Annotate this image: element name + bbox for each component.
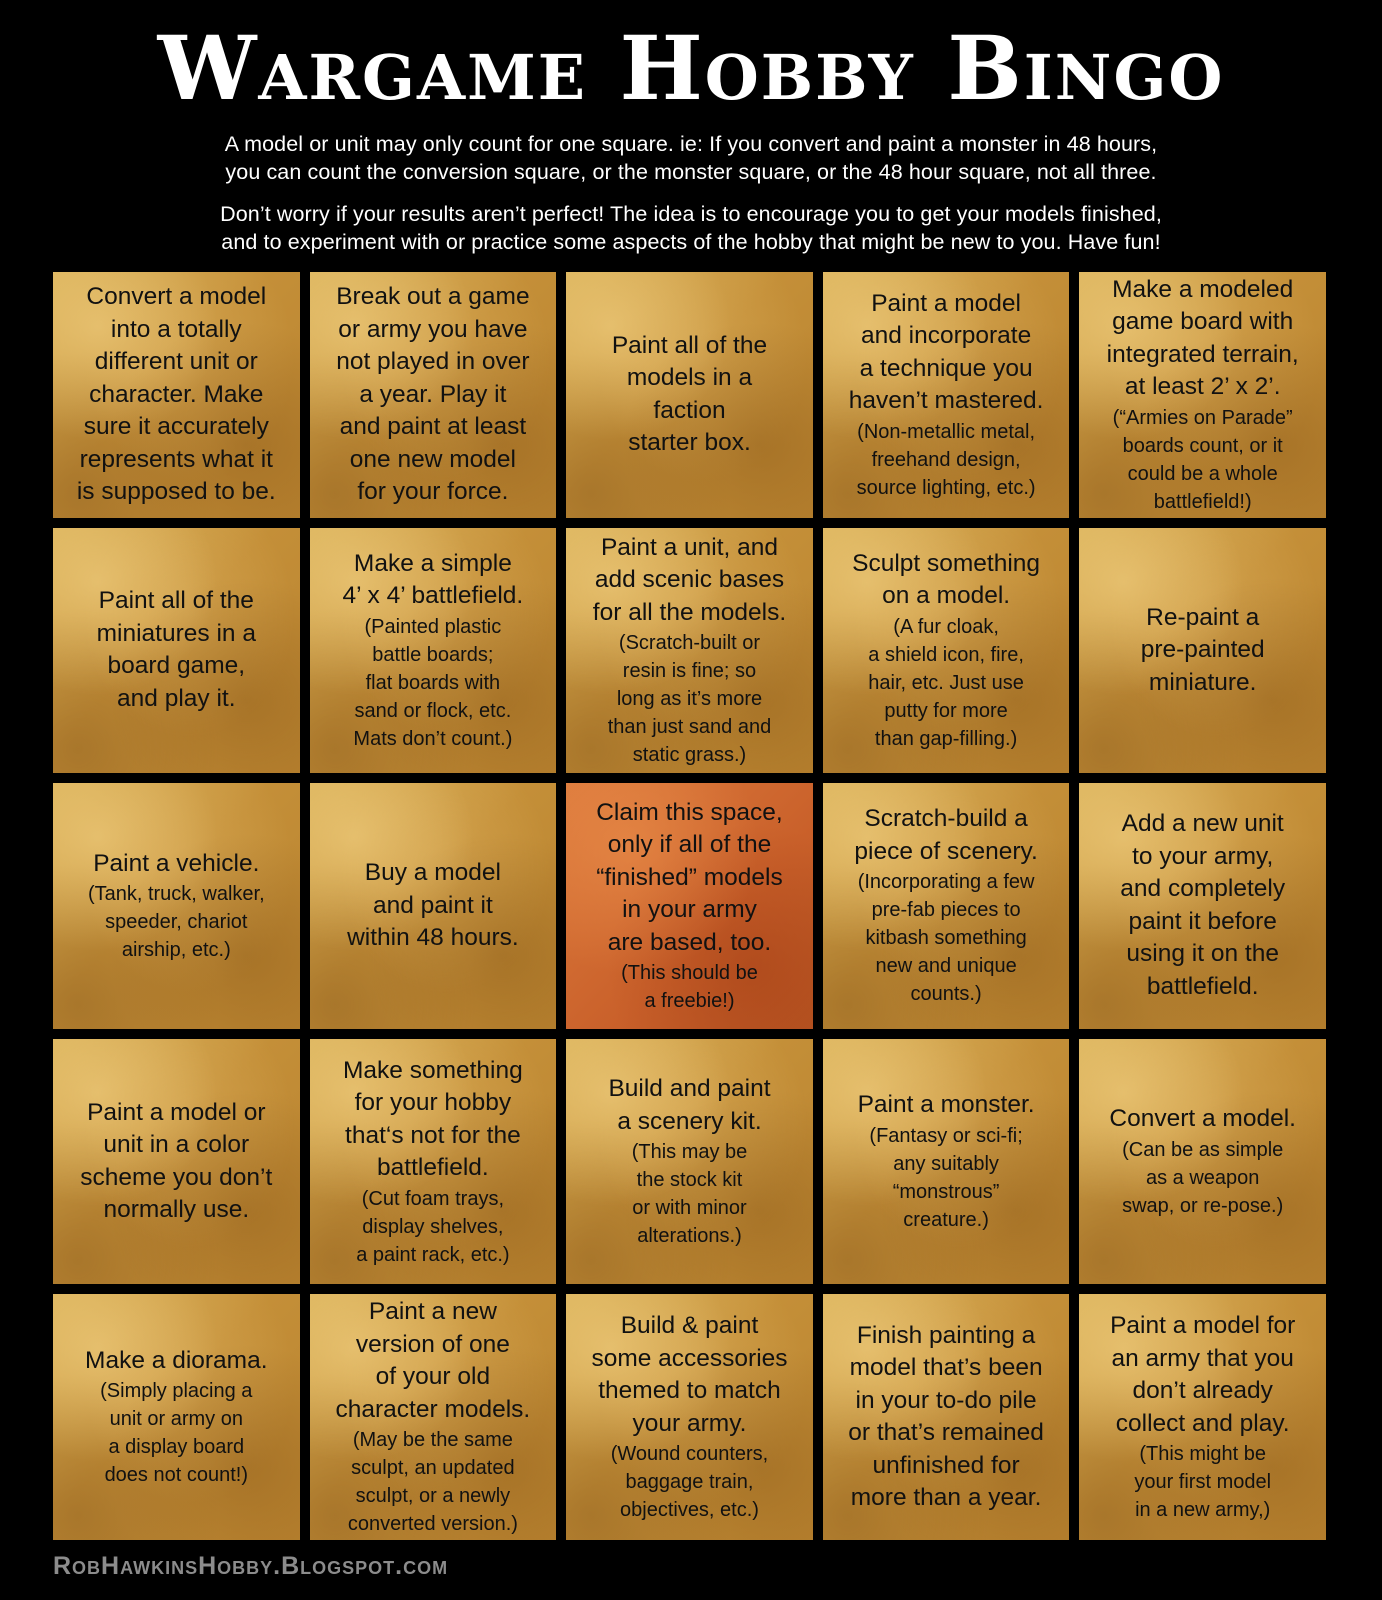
square-task: Break out a game or army you have not played in over a year. Play it and paint at least one new model for your force.: [336, 283, 530, 506]
square-task: Make a diorama.: [85, 1346, 268, 1374]
bingo-square[interactable]: [566, 1039, 813, 1285]
rules-line: you can count the conversion square, or the monster square, or the 48 hour square, not all three.: [225, 160, 1157, 184]
square-note: (Can be as simple as a weapon swap, or re-pose.): [1122, 1138, 1284, 1217]
bingo-square[interactable]: [566, 528, 813, 774]
square-note: (This should be a freebie!): [621, 962, 758, 1013]
square-task: Make a simple 4’ x 4’ battlefield.: [342, 549, 524, 610]
blog-url[interactable]: RobHawkinsHobby.Blogspot.com: [53, 1552, 449, 1580]
square-task: Finish painting a model that’s been in your to-do pile or that’s remained unfinished for more than a year.: [848, 1321, 1044, 1512]
square-note: (Incorporating a few pre-fab pieces to kitbash something new and unique counts.): [857, 871, 1035, 1006]
square-task: Paint a model and incorporate a technique you haven’t mastered.: [848, 289, 1044, 415]
square-note: (This may be the stock kit or with minor alterations.): [631, 1141, 748, 1248]
square-task: Convert a model into a totally different unit or character. Make sure it accurately represents what it is supposed to be.: [76, 283, 276, 506]
square-note: (Scratch-built or resin is fine; so long as it’s more than just sand and static grass.): [607, 632, 772, 767]
bingo-square[interactable]: [310, 1294, 557, 1540]
encouragement-paragraph: [0, 200, 1382, 256]
bingo-grid: [53, 272, 1326, 1540]
square-note: (Non-metallic metal, freehand design, source lighting, etc.): [856, 420, 1036, 499]
bingo-square[interactable]: [823, 272, 1070, 518]
square-task: Paint a unit, and add scenic bases for all the models.: [592, 533, 787, 626]
square-note: (This might be your first model in a new army,): [1134, 1443, 1272, 1522]
bingo-square[interactable]: [823, 783, 1070, 1029]
bingo-square[interactable]: [53, 1039, 300, 1285]
bingo-square[interactable]: [310, 272, 557, 518]
square-task: Paint a new version of one of your old character models.: [335, 1298, 531, 1423]
square-note: (May be the same sculpt, an updated sculpt, or a newly converted version.): [347, 1429, 518, 1536]
square-note: (Tank, truck, walker, speeder, chariot airship, etc.): [87, 883, 265, 962]
square-task: Build and paint a scenery kit.: [608, 1075, 771, 1135]
bingo-square[interactable]: [310, 1039, 557, 1285]
square-note: (Simply placing a unit or army on a display board does not count!): [100, 1380, 253, 1487]
square-task: Paint a model or unit in a color scheme you don’t normally use.: [80, 1098, 273, 1224]
square-task: Claim this space, only if all of the “finished” models in your army are based, too.: [596, 798, 783, 956]
bingo-square[interactable]: [823, 1039, 1070, 1285]
page-title: Wargame Hobby Bingo: [157, 16, 1225, 120]
bingo-square[interactable]: [823, 1294, 1070, 1540]
square-task: Build & paint some accessories themed to match your army.: [591, 1312, 788, 1437]
bingo-square-free[interactable]: [566, 783, 813, 1029]
rules-paragraph: [0, 130, 1382, 186]
bingo-square[interactable]: [310, 783, 557, 1029]
square-task: Convert a model.: [1109, 1105, 1296, 1133]
square-task: Re-paint a pre-painted miniature.: [1140, 603, 1265, 696]
square-note: (Wound counters, baggage train, objectives, etc.): [610, 1443, 769, 1522]
bingo-square[interactable]: [53, 272, 300, 518]
square-note: (Fantasy or sci-fi; any suitably “monstrous” creature.): [869, 1124, 1023, 1231]
bingo-square[interactable]: [310, 528, 557, 774]
square-note: (Painted plastic battle boards; flat boards with sand or flock, etc. Mats don’t count.): [353, 615, 513, 750]
square-task: Add a new unit to your army, and completely paint it before using it on the battlefield.: [1120, 810, 1286, 1000]
bingo-square[interactable]: [53, 783, 300, 1029]
square-task: Paint all of the miniatures in a board game, and play it.: [96, 587, 256, 712]
square-note: (Cut foam trays, display shelves, a paint rack, etc.): [356, 1187, 510, 1266]
square-task: Paint a vehicle.: [93, 849, 260, 877]
bingo-square[interactable]: [1079, 1294, 1326, 1540]
bingo-square[interactable]: [823, 528, 1070, 774]
square-note: (A fur cloak, a shield icon, fire, hair, etc. Just use putty for more than gap-filling.): [868, 615, 1024, 750]
square-task: Scratch-build a piece of scenery.: [854, 805, 1038, 865]
bingo-square[interactable]: [1079, 783, 1326, 1029]
bingo-square[interactable]: [1079, 528, 1326, 774]
bingo-square[interactable]: [53, 1294, 300, 1540]
bingo-square[interactable]: [566, 1294, 813, 1540]
square-task: Paint a monster.: [857, 1091, 1035, 1119]
rules-line: A model or unit may only count for one square. ie: If you convert and paint a monster in 48 hours,: [224, 132, 1158, 156]
square-task: Make something for your hobby that‘s not for the battlefield.: [343, 1056, 523, 1182]
bingo-square[interactable]: [566, 272, 813, 518]
encouragement-line: Don’t worry if your results aren’t perfect! The idea is to encourage you to get your models finished,: [220, 202, 1162, 226]
square-task: Buy a model and paint it within 48 hours.: [347, 859, 519, 952]
square-task: Paint all of the models in a faction starter box.: [611, 331, 768, 457]
encouragement-line: and to experiment with or practice some aspects of the hobby that might be new to you. Have fun!: [221, 230, 1161, 254]
square-task: Paint a model for an army that you don’t already collect and play.: [1110, 1312, 1296, 1437]
square-task: Sculpt something on a model.: [852, 549, 1041, 610]
bingo-square[interactable]: [53, 528, 300, 774]
square-note: (“Armies on Parade” boards count, or it could be a whole battlefield!): [1112, 406, 1293, 513]
bingo-square[interactable]: [1079, 272, 1326, 518]
bingo-square[interactable]: [1079, 1039, 1326, 1285]
square-task: Make a modeled game board with integrated terrain, at least 2’ x 2’.: [1106, 275, 1299, 401]
